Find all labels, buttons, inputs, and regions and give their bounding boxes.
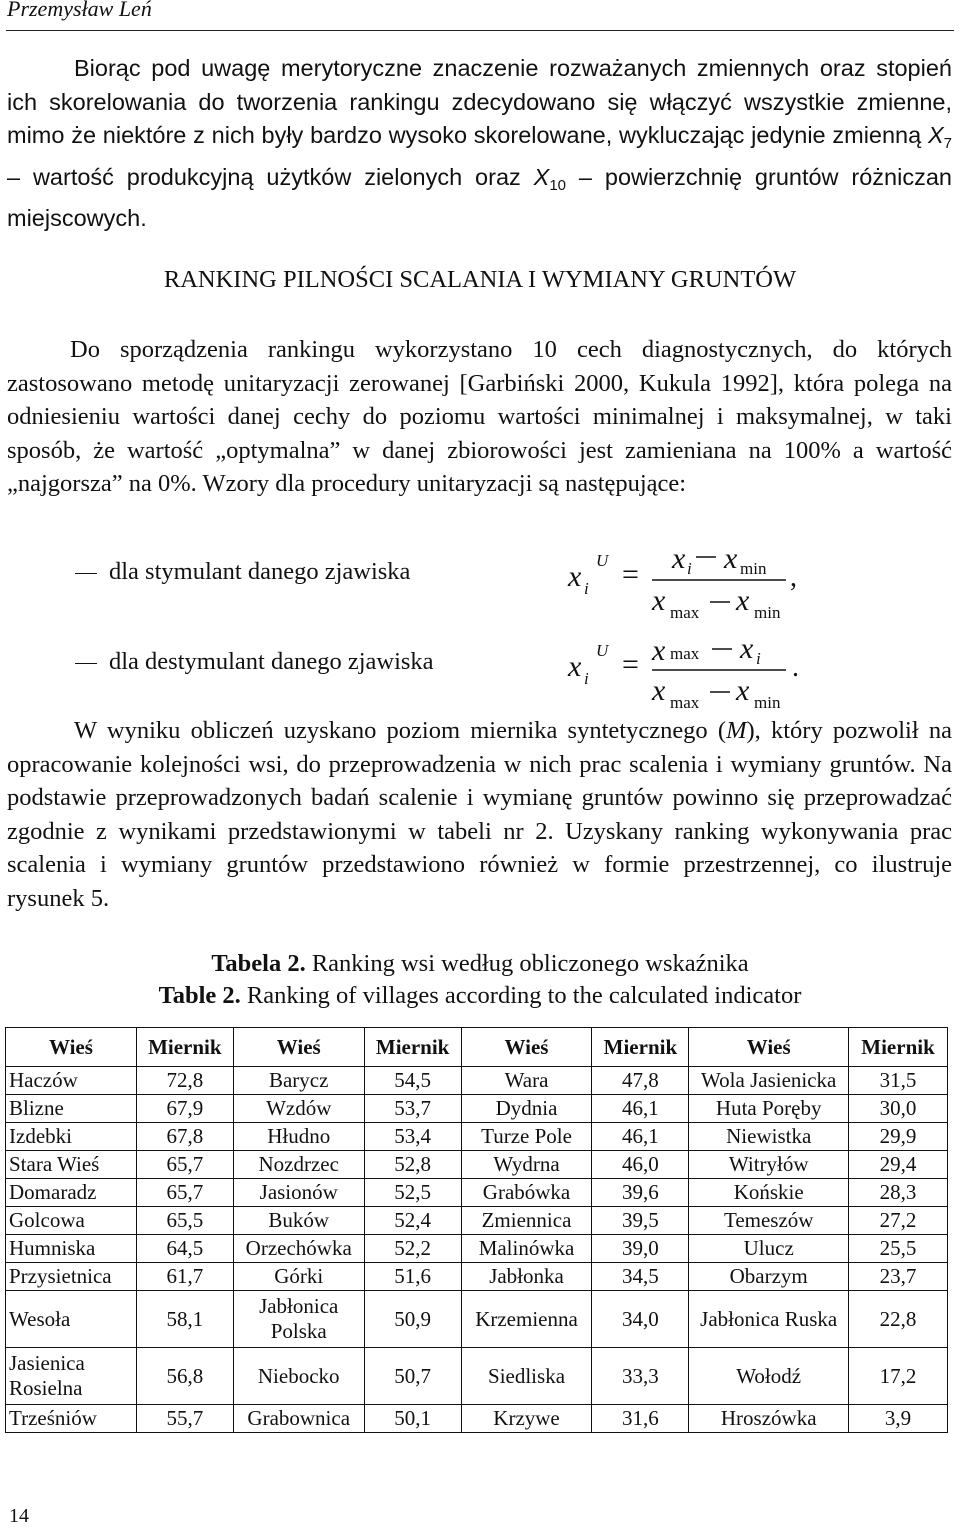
table-row — [6, 1263, 948, 1291]
formula-eq: = — [622, 648, 639, 681]
table-caption-en-text: Ranking of villages according to the calculated indicator — [240, 982, 802, 1009]
header-cell: Miernik — [136, 1028, 233, 1067]
formula-stimulant — [560, 538, 820, 628]
value-cell: 52,8 — [364, 1151, 461, 1179]
value-cell: 30,0 — [849, 1095, 948, 1123]
header-cell: Wieś — [6, 1028, 137, 1067]
formula-den-b: x — [736, 584, 750, 617]
village-cell: Stara Wieś — [6, 1151, 137, 1179]
formula-lhs: x — [568, 650, 582, 683]
table-row — [6, 1207, 948, 1235]
village-cell: Jasionów — [233, 1179, 364, 1207]
value-cell: 67,9 — [136, 1095, 233, 1123]
village-cell: Wesoła — [6, 1291, 137, 1348]
formula-den-a: x — [652, 674, 666, 707]
dash-bullet — [75, 663, 97, 664]
village-cell: Dydnia — [461, 1095, 592, 1123]
village-cell: Obarzym — [689, 1263, 849, 1291]
formula-lhs-sup: U — [596, 641, 609, 660]
header-cell: Miernik — [364, 1028, 461, 1067]
formula-num-b-sub: min — [740, 559, 767, 578]
value-cell: 58,1 — [136, 1291, 233, 1348]
value-cell: 53,7 — [364, 1095, 461, 1123]
formula-num-a-sub: i — [687, 559, 692, 578]
value-cell: 39,0 — [592, 1235, 689, 1263]
village-cell: Temeszów — [689, 1207, 849, 1235]
paragraph-method-text: Do sporządzenia rankingu wykorzystano 10 cech diagnostycznych, do których zastosowano metodę unitaryzacji zerowanej [Garbiński 2000, Kukula 1992], która polega na odniesieniu wartości danej cechy do poziomu wartości minimalnej i maksymalnej, w taki sposób, że wartość „optymalna” w danej zbiorowości jest zamieniana na 100% a wartość „najgorsza” na 0%. Wzory dla procedury unitaryzacji są następujące: — [7, 336, 952, 497]
value-cell: 52,4 — [364, 1207, 461, 1235]
section-title: RANKING PILNOŚCI SCALANIA I WYMIANY GRUNTÓW — [163, 266, 797, 293]
value-cell: 61,7 — [136, 1263, 233, 1291]
paragraph-intro-text-1: Biorąc pod uwagę merytoryczne znaczenie rozważanych zmiennych oraz stopień ich skorelowania do tworzenia rankingu zdecydowano się włączyć wszystkie zmienne, mimo że niektóre z nich były bardzo wysoko skorelowane, wykluczając jedynie zmienną — [7, 55, 952, 148]
value-cell: 53,4 — [364, 1123, 461, 1151]
formula-label-text: dla destymulant danego zjawiska — [109, 648, 434, 675]
formula-num-a: x — [652, 634, 666, 667]
header-rule — [6, 30, 954, 31]
village-cell: Wydrna — [461, 1151, 592, 1179]
formula-num-b: x — [740, 632, 754, 665]
paragraph-results — [7, 714, 952, 915]
village-cell: Górki — [233, 1263, 364, 1291]
formula-punct: . — [792, 652, 799, 683]
table-header-row — [6, 1028, 948, 1067]
village-cell: Krzywe — [461, 1405, 592, 1433]
header-cell: Wieś — [461, 1028, 592, 1067]
variable-x: X — [927, 122, 944, 148]
village-cell: Wołodź — [689, 1348, 849, 1405]
table-row — [6, 1095, 948, 1123]
village-cell: Barycz — [233, 1067, 364, 1095]
formula-den-b: x — [736, 674, 750, 707]
value-cell: 31,5 — [849, 1067, 948, 1095]
table-caption-pl-text: Ranking wsi według obliczonego wskaźnika — [305, 950, 749, 977]
value-cell: 46,0 — [592, 1151, 689, 1179]
value-cell: 34,0 — [592, 1291, 689, 1348]
village-cell: Golcowa — [6, 1207, 137, 1235]
formula-lhs-sup: U — [596, 551, 609, 570]
variable-m: M — [726, 717, 747, 744]
dash-bullet — [75, 573, 97, 574]
formula-destimulant — [560, 628, 820, 718]
value-cell: 46,1 — [592, 1095, 689, 1123]
village-cell: Siedliska — [461, 1348, 592, 1405]
village-cell: Haczów — [6, 1067, 137, 1095]
value-cell: 52,2 — [364, 1235, 461, 1263]
formula-lhs: x — [568, 560, 582, 593]
village-cell: Izdebki — [6, 1123, 137, 1151]
village-cell: Jabłonica Ruska — [689, 1291, 849, 1348]
paragraph-intro — [7, 52, 952, 236]
formula-den-b-sub: min — [754, 693, 781, 712]
formula-den-a: x — [652, 584, 666, 617]
value-cell: 56,8 — [136, 1348, 233, 1405]
table-caption-en — [0, 982, 960, 1010]
formula-label-text: dla stymulant danego zjawiska — [109, 558, 411, 585]
table-row — [6, 1348, 948, 1405]
formula-den-a-sub: max — [670, 603, 700, 622]
paragraph-intro-text-2: – wartość produkcyjną użytków zielonych oraz — [7, 163, 534, 190]
paragraph-results-text-1: W wyniku obliczeń uzyskano poziom miernika syntetycznego ( — [74, 717, 727, 744]
village-cell: Turze Pole — [461, 1123, 592, 1151]
paragraph-method — [7, 333, 952, 501]
village-cell: Wzdów — [233, 1095, 364, 1123]
ranking-table — [5, 1027, 948, 1433]
table-caption-pl-label: Tabela 2. — [211, 950, 306, 977]
village-cell: Jabłonica Polska — [233, 1291, 364, 1348]
value-cell: 29,4 — [849, 1151, 948, 1179]
table-row — [6, 1179, 948, 1207]
value-cell: 50,7 — [364, 1348, 461, 1405]
header-cell: Wieś — [233, 1028, 364, 1067]
formula-den-a-sub: max — [670, 693, 700, 712]
table-row — [6, 1235, 948, 1263]
paragraph-results-text-2: ), który pozwolił na opracowanie kolejności wsi, do przeprowadzenia w nich prac scalenia i wymiany gruntów. Na podstawie przeprowadzonych badań scalenie i wymianę gruntów powinno się przeprowadzać zgodnie z wynikami przedstawionymi w tabeli nr 2. Uzyskany ranking wykonywania prac scalenia i wymiany gruntów przedstawiono również w formie przestrzennej, co ilustruje rysunek 5. — [7, 717, 952, 912]
value-cell: 29,9 — [849, 1123, 948, 1151]
value-cell: 72,8 — [136, 1067, 233, 1095]
village-cell: Niebocko — [233, 1348, 364, 1405]
formula-lhs-sub: i — [584, 579, 589, 598]
village-cell: Niewistka — [689, 1123, 849, 1151]
header-cell: Miernik — [592, 1028, 689, 1067]
village-cell: Hroszówka — [689, 1405, 849, 1433]
value-cell: 54,5 — [364, 1067, 461, 1095]
value-cell: 25,5 — [849, 1235, 948, 1263]
table-row — [6, 1123, 948, 1151]
value-cell: 50,1 — [364, 1405, 461, 1433]
value-cell: 65,5 — [136, 1207, 233, 1235]
village-cell: Nozdrzec — [233, 1151, 364, 1179]
village-cell: Witryłów — [689, 1151, 849, 1179]
value-cell: 52,5 — [364, 1179, 461, 1207]
value-cell: 23,7 — [849, 1263, 948, 1291]
value-cell: 55,7 — [136, 1405, 233, 1433]
running-head: Przemysław Leń — [7, 0, 152, 21]
value-cell: 39,6 — [592, 1179, 689, 1207]
value-cell: 65,7 — [136, 1179, 233, 1207]
header-cell: Wieś — [689, 1028, 849, 1067]
variable-x: X — [533, 163, 550, 190]
value-cell: 31,6 — [592, 1405, 689, 1433]
value-cell: 47,8 — [592, 1067, 689, 1095]
village-cell: Domaradz — [6, 1179, 137, 1207]
village-cell: Przysietnica — [6, 1263, 137, 1291]
table-row — [6, 1151, 948, 1179]
value-cell: 51,6 — [364, 1263, 461, 1291]
value-cell: 22,8 — [849, 1291, 948, 1348]
village-cell: Orzechówka — [233, 1235, 364, 1263]
village-cell: Wara — [461, 1067, 592, 1095]
village-cell: Grabówka — [461, 1179, 592, 1207]
value-cell: 17,2 — [849, 1348, 948, 1405]
formula-num-b: x — [724, 542, 738, 575]
table-caption-en-label: Table 2. — [158, 982, 241, 1009]
village-cell: Huta Poręby — [689, 1095, 849, 1123]
formula-label-destimulant — [75, 648, 434, 676]
formula-punct: , — [790, 562, 797, 593]
formula-num-a: x — [672, 542, 686, 575]
village-cell: Blizne — [6, 1095, 137, 1123]
value-cell: 67,8 — [136, 1123, 233, 1151]
formula-lhs-sub: i — [584, 669, 589, 688]
village-cell: Buków — [233, 1207, 364, 1235]
table-row — [6, 1405, 948, 1433]
value-cell: 46,1 — [592, 1123, 689, 1151]
paragraph-intro-text-3: – powierzchnię gruntów różniczan miejscowych. — [7, 163, 952, 231]
value-cell: 33,3 — [592, 1348, 689, 1405]
village-cell: Humniska — [6, 1235, 137, 1263]
village-cell: Krzemienna — [461, 1291, 592, 1348]
variable-subscript: 10 — [549, 176, 567, 194]
value-cell: 39,5 — [592, 1207, 689, 1235]
table-caption-pl — [0, 950, 960, 978]
table-row — [6, 1067, 948, 1095]
header-cell: Miernik — [849, 1028, 948, 1067]
formula-num-b-sub: i — [756, 649, 761, 668]
formula-num-a-sub: max — [670, 644, 700, 663]
value-cell: 3,9 — [849, 1405, 948, 1433]
variable-subscript: 7 — [943, 135, 952, 152]
village-cell: Grabownica — [233, 1405, 364, 1433]
village-cell: Malinówka — [461, 1235, 592, 1263]
village-cell: Jasienica Rosielna — [6, 1348, 137, 1405]
village-cell: Zmiennica — [461, 1207, 592, 1235]
formula-label-stimulant — [75, 558, 410, 586]
village-cell: Ulucz — [689, 1235, 849, 1263]
village-cell: Wola Jasienicka — [689, 1067, 849, 1095]
value-cell: 65,7 — [136, 1151, 233, 1179]
value-cell: 64,5 — [136, 1235, 233, 1263]
value-cell: 50,9 — [364, 1291, 461, 1348]
value-cell: 28,3 — [849, 1179, 948, 1207]
page-number: 14 — [9, 1505, 29, 1527]
value-cell: 34,5 — [592, 1263, 689, 1291]
formula-eq: = — [622, 558, 639, 591]
village-cell: Hłudno — [233, 1123, 364, 1151]
village-cell: Jabłonka — [461, 1263, 592, 1291]
village-cell: Końskie — [689, 1179, 849, 1207]
table-row — [6, 1291, 948, 1348]
value-cell: 27,2 — [849, 1207, 948, 1235]
village-cell: Trześniów — [6, 1405, 137, 1433]
formula-den-b-sub: min — [754, 603, 781, 622]
